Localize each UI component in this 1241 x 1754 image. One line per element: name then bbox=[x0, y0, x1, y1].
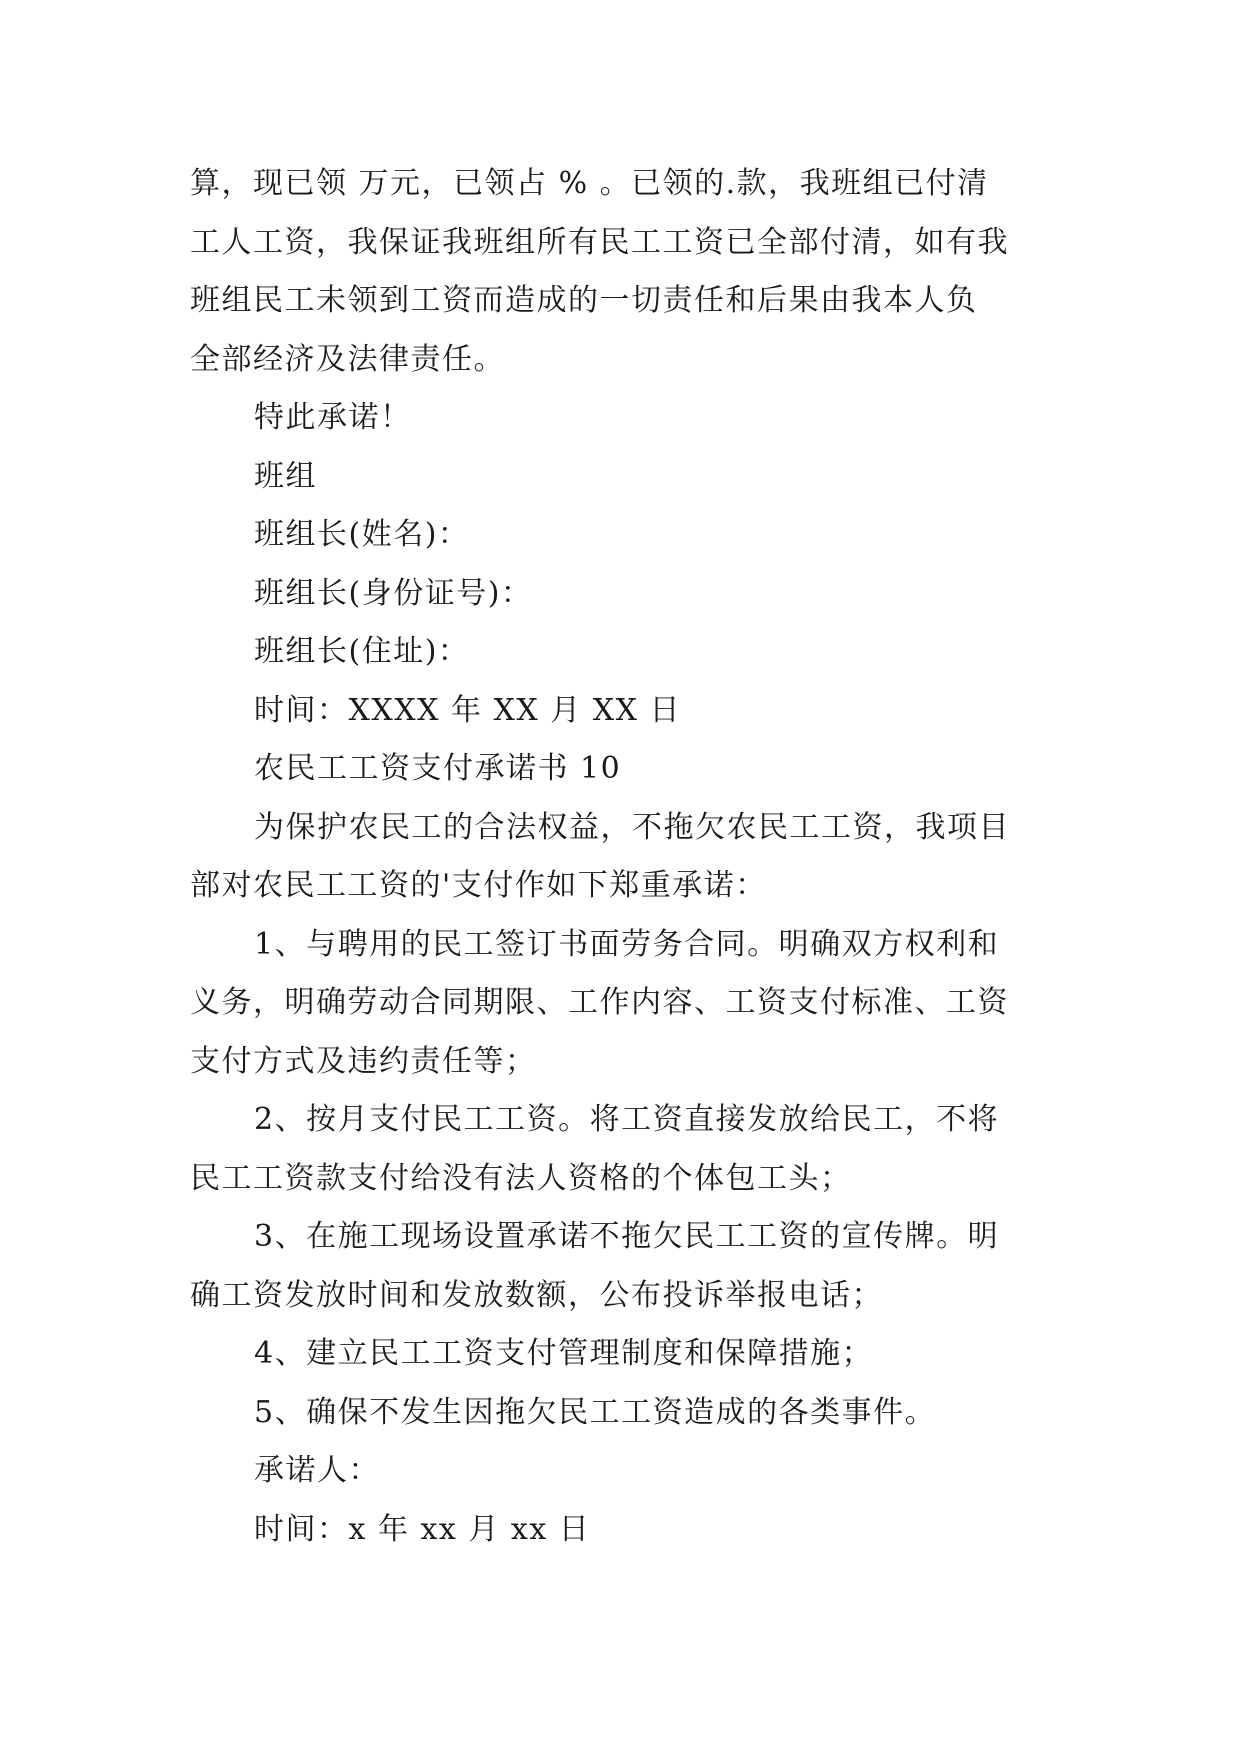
section-title: 农民工工资支付承诺书 10 bbox=[254, 751, 622, 786]
document-body bbox=[190, 155, 1058, 1559]
list-item: 2、按月支付民工工资。将工资直接发放给民工，不将 bbox=[254, 1102, 1000, 1137]
team-label: 班组 bbox=[254, 458, 317, 494]
list-item: 4、建立民工工资支付管理制度和保障措施； bbox=[254, 1336, 874, 1371]
text-line: 班组民工未领到工资而造成的一切责任和后果由我本人负 bbox=[190, 283, 978, 318]
leader-name-field: 班组长(姓名)： bbox=[254, 517, 470, 552]
leader-address-field: 班组长(住址)： bbox=[254, 634, 470, 669]
date-field: 时间：x 年 xx 月 xx 日 bbox=[254, 1511, 591, 1547]
text-line: 为保护农民工的合法权益，不拖欠农民工工资，我项目 bbox=[254, 809, 1010, 845]
text-line: 工人工资，我保证我班组所有民工工资已全部付清，如有我 bbox=[190, 224, 1009, 260]
promisor-field: 承诺人： bbox=[254, 1453, 380, 1488]
text-line: 支付方式及违约责任等； bbox=[190, 1043, 537, 1079]
text-line: 部对农民工工资的'支付作如下郑重承诺： bbox=[190, 868, 767, 903]
text-line: 义务，明确劳动合同期限、工作内容、工资支付标准、工资 bbox=[190, 985, 1009, 1020]
closing-statement: 特此承诺！ bbox=[254, 400, 412, 435]
text-line: 算，现已领 万元，已领占 % 。已领的.款，我班组已付清 bbox=[190, 166, 989, 201]
date-field: 时间：XXXX 年 XX 月 XX 日 bbox=[254, 692, 682, 728]
list-item: 3、在施工现场设置承诺不拖欠民工工资的宣传牌。明 bbox=[254, 1219, 1000, 1254]
list-item: 5、确保不发生因拖欠民工工资造成的各类事件。 bbox=[254, 1394, 937, 1430]
text-line: 全部经济及法律责任。 bbox=[190, 341, 505, 377]
text-line: 确工资发放时间和发放数额，公布投诉举报电话； bbox=[190, 1277, 883, 1313]
list-item: 1、与聘用的民工签订书面劳务合同。明确双方权利和 bbox=[254, 926, 1000, 962]
leader-id-field: 班组长(身份证号)： bbox=[254, 575, 533, 611]
text-line: 民工工资款支付给没有法人资格的个体包工头； bbox=[190, 1160, 852, 1196]
